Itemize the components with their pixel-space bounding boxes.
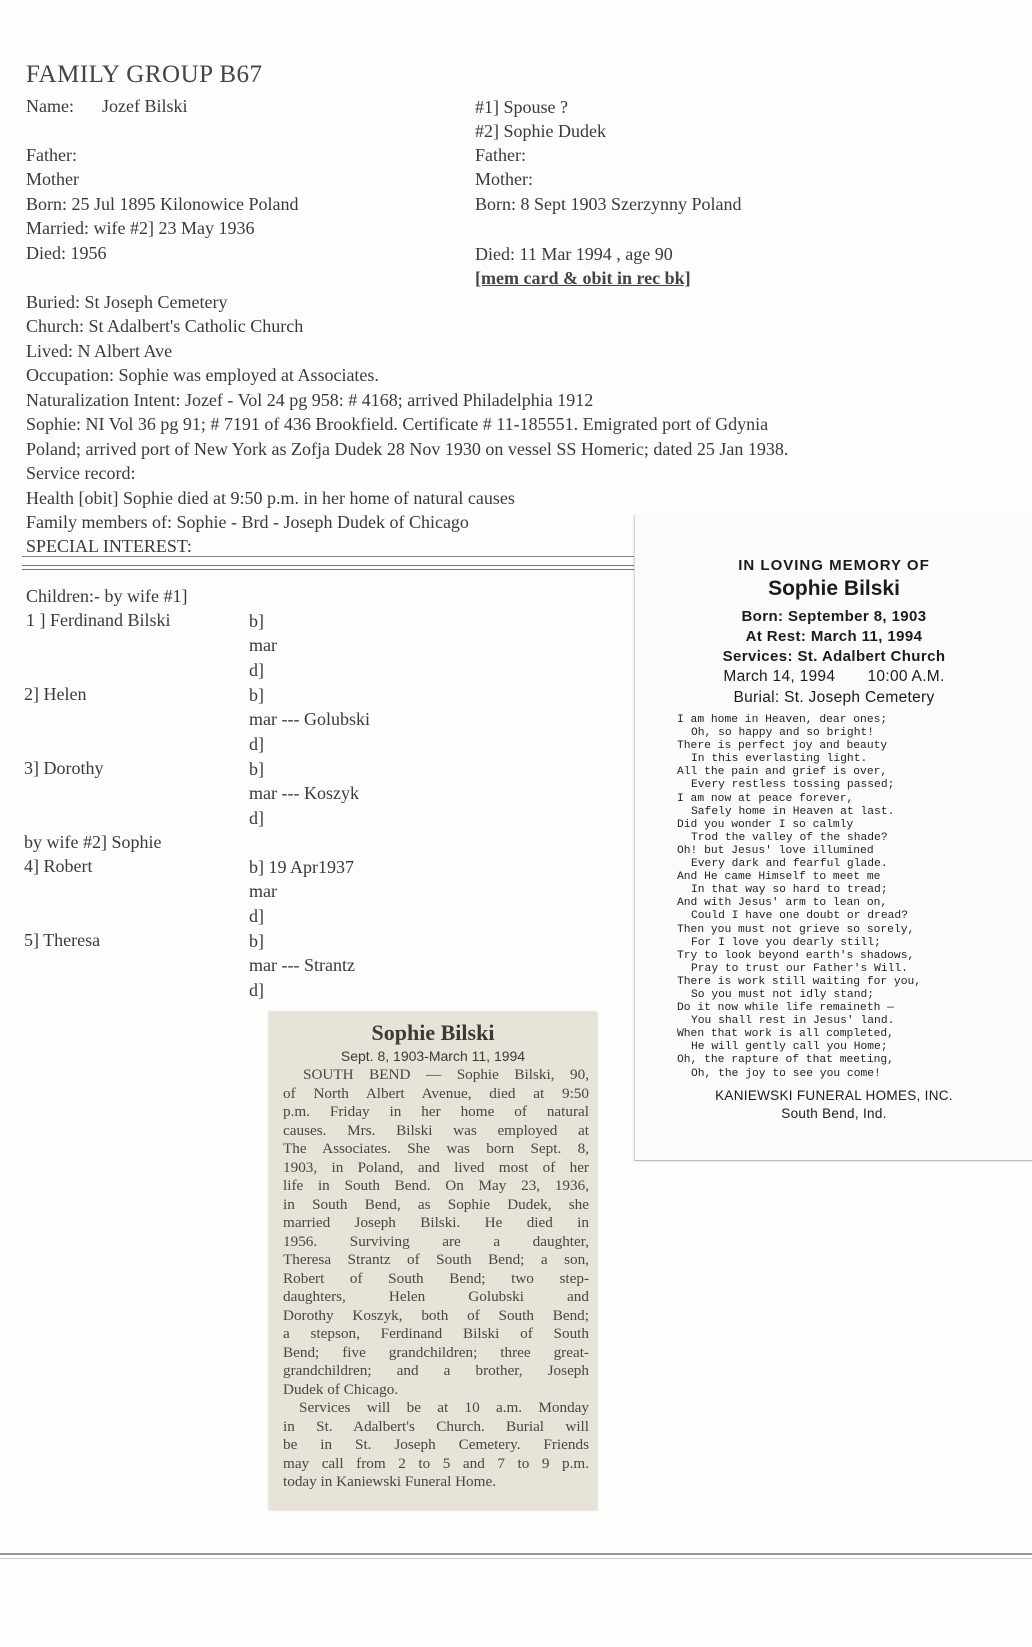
husband-died: Died: 1956 [26,243,107,263]
child-married: mar --- Strantz [249,955,355,975]
detail-church: Church: St Adalbert's Catholic Church [26,316,304,336]
obituary-dates: Sept. 8, 1903-March 11, 1994 [340,1048,526,1064]
poem-line: Do it now while life remaineth — [677,1002,894,1015]
obituary-line: life in South Bend. On May 23, 1936, [283,1177,589,1194]
detail-naturalization: Naturalization Intent: Jozef - Vol 24 pg 958: # 4168; arrived Philadelphia 1912 [26,390,594,410]
spouse-mother: Mother: [475,169,533,189]
poem-line: Oh, the joy to see you come! [691,1067,881,1080]
husband-name: Jozef Bilski [102,96,188,116]
child-died: d] [249,980,264,1000]
husband-born: Born: 25 Jul 1895 Kilonowice Poland [26,194,299,214]
child-born: b] [249,611,264,631]
child-born: b] [249,759,264,779]
children-heading-wife2: by wife #2] Sophie [24,832,162,852]
children-heading-wife1: Children:- by wife #1] [26,586,188,606]
poem-line: You shall rest in Jesus' land. [691,1015,895,1028]
child-died: d] [249,808,264,828]
poem-line: Safely home in Heaven at last. [691,805,895,818]
divider-line [22,556,642,557]
spouse-died: Died: 11 Mar 1994 , age 90 [475,244,673,264]
detail-service-record: Service record: [26,463,136,483]
child-married: mar --- Koszyk [249,783,359,803]
record-book-link[interactable]: [mem card & obit in rec bk] [475,268,691,288]
bottom-rule-shadow [0,1558,1032,1559]
memorial-card [634,515,1032,1161]
spouse-1: #1] Spouse ? [475,97,568,117]
obituary-line: Robert of South Bend; two step- [283,1269,589,1287]
obituary-line: Services will be at 10 a.m. Monday [299,1399,589,1416]
card-burial: Burial: St. Joseph Cemetery [733,689,935,706]
obituary-line: p.m. Friday in her home of natural [283,1103,589,1120]
poem-line: Then you must not grieve so sorely, [677,923,915,936]
poem-line: I am now at peace forever, [677,792,854,805]
poem-line: Pray to trust our Father's Will. [691,962,908,975]
card-services: Services: St. Adalbert Church [722,648,946,665]
poem-line: All the pain and grief is over, [677,766,888,779]
child-name: 5] Theresa [24,930,101,950]
obituary-line: be in St. Joseph Cemetery. Friends [283,1436,589,1453]
bottom-rule [0,1553,1032,1555]
child-name: 2] Helen [24,684,87,704]
obituary-line: SOUTH BEND — Sophie Bilski, 90, [303,1066,589,1083]
obituary-body [283,1066,589,1492]
obituary-line: today in Kaniewski Funeral Home. [283,1473,497,1490]
obituary-line: daughters, Helen Golubski and [283,1288,589,1305]
child-died: d] [249,906,264,926]
detail-occupation: Occupation: Sophie was employed at Associates. [26,365,379,385]
poem-line: I am home in Heaven, dear ones; [677,714,888,726]
spouse-2: #2] Sophie Dudek [475,121,606,141]
obituary-clipping [269,1012,597,1510]
child-name: 4] Robert [24,856,93,876]
obituary-line: of North Albert Avenue, died at 9:50 [283,1084,589,1102]
obituary-line: Bend; five grandchildren; three great- [283,1343,589,1361]
obituary-line: Dudek of Chicago. [283,1380,399,1398]
poem-line: For I love you dearly still; [691,936,881,949]
poem-line: He will gently call you Home; [691,1041,888,1054]
child-born: b] 19 Apr1937 [249,857,354,877]
husband-mother: Mother [26,169,79,189]
card-service-datetime [635,668,1032,686]
obituary-line: in South Bend, as Sophie Dudek, she [283,1195,589,1213]
card-city: South Bend, Ind. [781,1106,887,1121]
poem-line: And He came Himself to meet me [677,871,881,884]
detail-health: Health [obit] Sophie died at 9:50 p.m. in her home of natural causes [26,488,515,508]
poem-line: There is perfect joy and beauty [677,740,888,753]
obituary-headline: Sophie Bilski [371,1020,495,1045]
detail-lived: Lived: N Albert Ave [26,341,173,361]
child-born: b] [249,931,264,951]
child-married: mar [249,881,277,901]
card-born: Born: September 8, 1903 [741,608,927,625]
spouse-born: Born: 8 Sept 1903 Szerzynny Poland [475,194,742,214]
card-header: IN LOVING MEMORY OF [738,557,930,574]
poem-line: Oh! but Jesus' love illumined [677,844,874,857]
child-born: b] [249,685,264,705]
spouse-father: Father: [475,145,526,165]
poem-line: Every restless tossing passed; [691,779,895,792]
obituary-line: Dorothy Koszyk, both of South Bend; [283,1306,589,1324]
card-service-time: 10:00 A.M. [867,668,945,685]
child-married: mar [249,635,277,655]
poem-line: There is work still waiting for you, [677,975,922,988]
obituary-line: may call from 2 to 5 and 7 to 9 p.m. [283,1454,589,1472]
detail-sophie-ni: Sophie: NI Vol 36 pg 91; # 7191 of 436 Brookfield. Certificate # 11-185551. Emigrated port of Gdynia [26,414,769,434]
detail-family: Family members of: Sophie - Brd - Joseph Dudek of Chicago [26,512,469,532]
poem-line: In that way so hard to tread; [691,884,888,897]
obituary-line: 1956. Surviving are a daughter, [283,1232,589,1250]
poem-line: Could I have one doubt or dread? [691,910,908,923]
card-funeral-home: KANIEWSKI FUNERAL HOMES, INC. [715,1088,953,1103]
card-service-date: March 14, 1994 [723,668,836,685]
husband-father: Father: [26,145,77,165]
obituary-line: a stepson, Ferdinand Bilski of South [283,1325,589,1342]
poem-line: Trod the valley of the shade? [691,831,888,844]
poem-line: Oh, the rapture of that meeting, [677,1054,894,1067]
obituary-line: married Joseph Bilski. He died in [283,1214,589,1231]
obituary-line: Theresa Strantz of South Bend; a son, [283,1251,589,1268]
detail-buried: Buried: St Joseph Cemetery [26,292,228,312]
poem-line: In this everlasting light. [691,753,868,766]
page-title: FAMILY GROUP B67 [26,61,263,88]
detail-arrival: Poland; arrived port of New York as Zofja Dudek 28 Nov 1930 on vessel SS Homeric; dated 25 Jan 1938. [26,439,789,459]
poem-line: Did you wonder I so calmly [677,818,854,831]
child-died: d] [249,734,264,754]
obituary-line: grandchildren; and a brother, Joseph [283,1362,589,1379]
poem-line: When that work is all completed, [677,1028,894,1041]
obituary-line: in St. Adalbert's Church. Burial will [283,1417,589,1435]
obituary-line: causes. Mrs. Bilski was employed at [283,1121,589,1139]
poem-line: Every dark and fearful glade. [691,858,888,871]
child-married: mar --- Golubski [249,709,370,729]
detail-special-interest: SPECIAL INTEREST: [26,536,192,556]
child-name: 1 ] Ferdinand Bilski [26,610,171,630]
obituary-line: 1903, in Poland, and lived most of her [283,1158,589,1176]
card-poem [677,714,1017,1081]
card-name: Sophie Bilski [768,577,900,600]
poem-line: So you must not idly stand; [691,988,875,1001]
poem-line: Oh, so happy and so bright! [691,727,875,740]
poem-line: And with Jesus' arm to lean on, [677,897,888,910]
poem-line: Try to look beyond earth's shadows, [677,949,915,962]
name-label: Name: [26,96,74,116]
child-name: 3] Dorothy [24,758,104,778]
double-divider-line [22,565,642,570]
child-died: d] [249,660,264,680]
obituary-line: The Associates. She was born Sept. 8, [283,1140,589,1157]
card-rest: At Rest: March 11, 1994 [745,628,923,645]
husband-married: Married: wife #2] 23 May 1936 [26,218,255,238]
